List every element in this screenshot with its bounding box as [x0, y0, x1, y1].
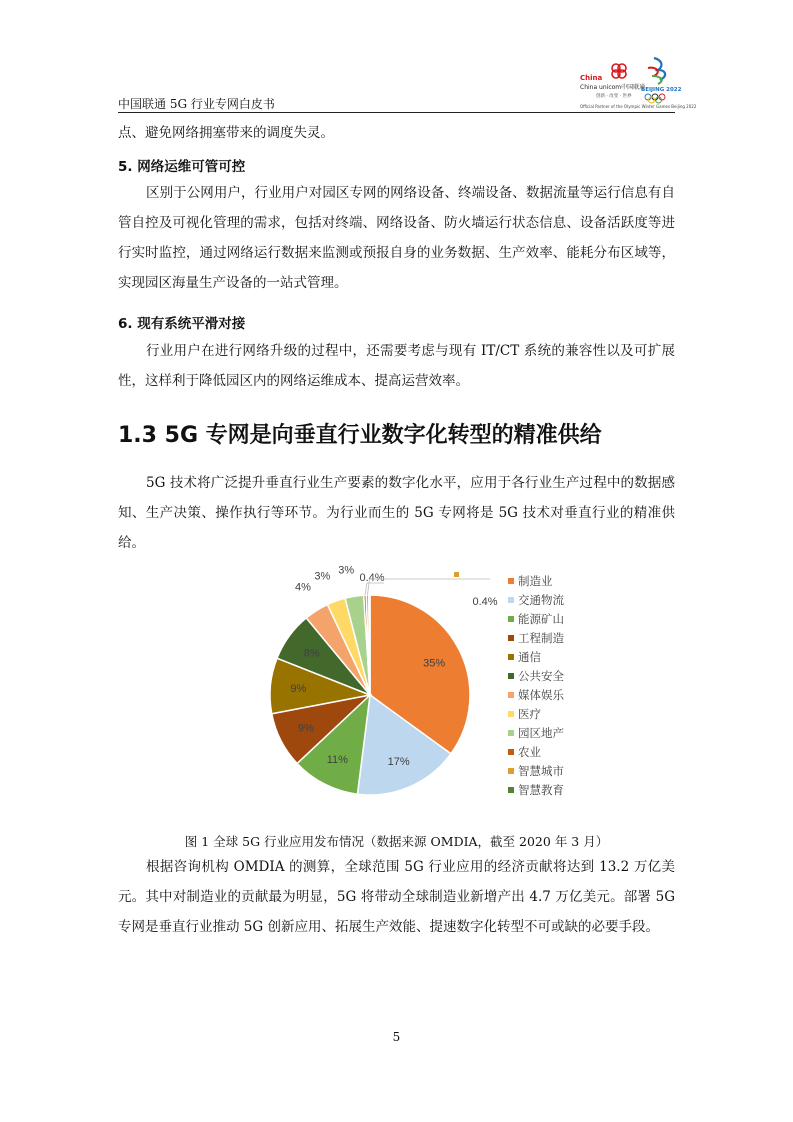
legend-label-4: 工程制造: [518, 631, 564, 645]
legend-swatch-3: [508, 616, 514, 622]
logo-bj-text: BEIJING 2022: [641, 87, 682, 93]
legend-swatch-4: [508, 635, 514, 641]
data-label-8: 3%: [314, 570, 331, 583]
legend-label-8: 医疗: [518, 707, 541, 721]
data-label-4: 9%: [297, 722, 314, 735]
china-unicom-logo: [578, 58, 646, 106]
legend-label-7: 媒体娱乐: [518, 688, 564, 702]
page-number: 5: [392, 1030, 401, 1044]
legend-swatch-5: [508, 654, 514, 660]
data-label-3: 11%: [326, 754, 348, 767]
legend-swatch-7: [508, 692, 514, 698]
data-label-11: 0.4%: [472, 596, 498, 608]
legend-swatch-11: [508, 768, 514, 774]
legend-swatch-6: [508, 673, 514, 679]
data-label-1: 35%: [423, 657, 446, 670]
industry-pie-chart: [240, 564, 600, 814]
paragraph-6: 行业用户在进行网络升级的过程中，还需要考虑与现有 IT/CT 系统的兼容性以及可扩展性，这样利于降低园区内的网络运维成本、提高运营效率。: [118, 343, 675, 389]
paragraph-after-figure: 根据咨询机构 OMDIA 的测算，全球范围 5G 行业应用的经济贡献将达到 13.2 万亿美元。其中对制造业的贡献最为明显，5G 将带动全球制造业新增产出 4.7 万亿美元。部署 5G 专网是垂直行业推动 5G 创新应用、拓展生产效能、提速数字化转型不可或缺的必要手段。: [118, 859, 675, 935]
beijing-2022-logo: [640, 54, 682, 104]
data-label-5: 9%: [290, 683, 307, 696]
logo-cu-text: China unicom中国联通: [580, 84, 646, 91]
header-divider: [118, 112, 675, 113]
data-label-9: 3%: [338, 564, 355, 577]
legend-swatch-12: [508, 787, 514, 793]
legend-swatch-2: [508, 597, 514, 603]
legend-label-1: 制造业: [518, 574, 553, 588]
legend-swatch-10: [508, 749, 514, 755]
detached-marker: [454, 572, 459, 577]
paragraph-1-3: 5G 技术将广泛提升垂直行业生产要素的数字化水平，应用于各行业生产过程中的数据感知、生产决策、操作执行等环节。为行业而生的 5G 专网将是 5G 技术对垂直行业的精准供给。: [118, 475, 675, 551]
legend-label-3: 能源矿山: [518, 612, 564, 626]
legend-swatch-8: [508, 711, 514, 717]
logo-caption: Official Partner of the Olympic Winter Games Beijing 2022: [580, 104, 697, 109]
header-title: 中国联通 5G 行业专网白皮书: [118, 97, 275, 111]
heading-6: 6. 现有系统平滑对接: [118, 316, 246, 332]
data-label-10: 0.4%: [359, 572, 385, 584]
legend-label-10: 农业: [518, 745, 541, 759]
section-heading-1-3: 1.3 5G 专网是向垂直行业数字化转型的精准供给: [118, 423, 602, 448]
legend-label-5: 通信: [518, 650, 541, 664]
legend-label-6: 公共安全: [518, 669, 564, 683]
leader-line-11: [367, 579, 490, 595]
heading-5: 5. 网络运维可管可控: [118, 159, 246, 175]
legend-label-9: 园区地产: [518, 726, 564, 740]
legend-label-12: 智慧教育: [518, 783, 564, 797]
data-label-7: 4%: [294, 581, 311, 594]
legend-swatch-1: [508, 578, 514, 584]
logo-cu-china: China: [580, 74, 603, 82]
data-label-6: 8%: [303, 647, 320, 660]
figure-caption: 图 1 全球 5G 行业应用发布情况（数据来源 OMDIA，截至 2020 年 3 月）: [184, 834, 609, 849]
data-label-2: 17%: [387, 756, 410, 769]
legend-label-11: 智慧城市: [518, 764, 564, 778]
legend-label-2: 交通物流: [518, 593, 564, 607]
legend-swatch-9: [508, 730, 514, 736]
paragraph-continuation: 点、避免网络拥塞带来的调度失灵。: [118, 125, 334, 141]
paragraph-5: 区别于公网用户，行业用户对园区专网的网络设备、终端设备、数据流量等运行信息有自管自控及可视化管理的需求，包括对终端、网络设备、防火墙运行状态信息、设备活跃度等进行实时监控，通过网络运行数据来监测或预报自身的业务数据、生产效率、能耗分布区域等，实现园区海量生产设备的一站式管理。: [118, 185, 675, 291]
logo-cu-sub: 创新 · 改变 · 世界: [596, 94, 632, 99]
